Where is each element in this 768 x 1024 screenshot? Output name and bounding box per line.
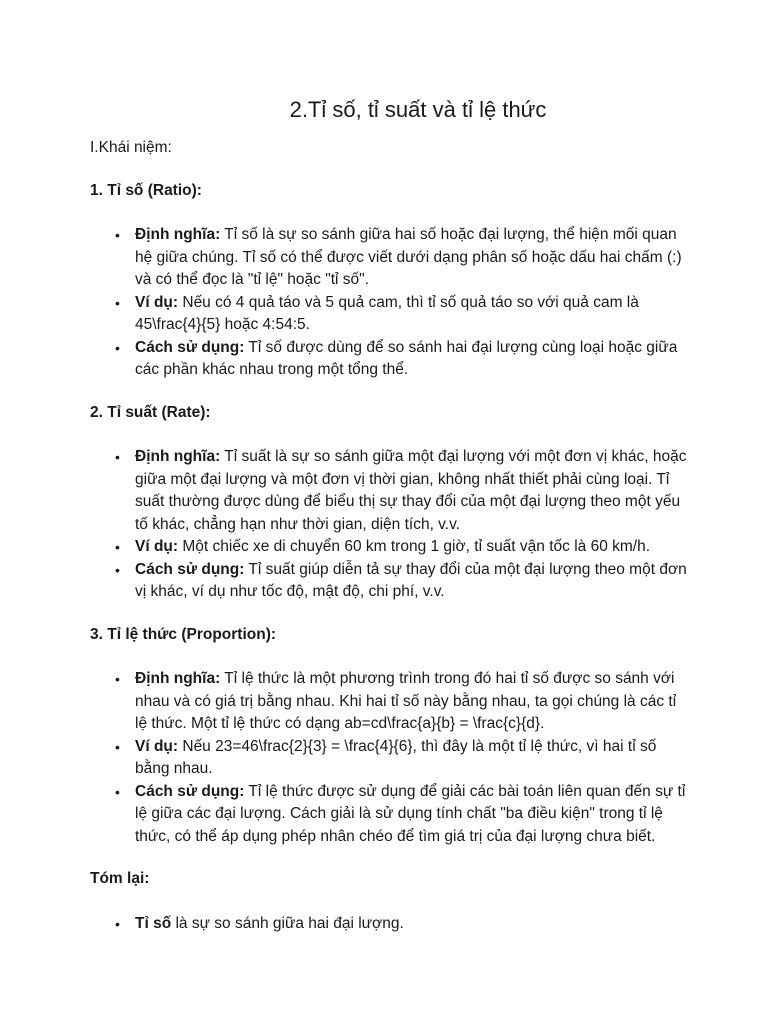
section-heading-summary: Tóm lại:: [90, 870, 150, 887]
list-proportion: [90, 668, 690, 848]
list-item: [90, 781, 690, 849]
item-text: Tỉ số là sự so sánh giữa hai số hoặc đại lượng, thể hiện mối quan hệ giữa chúng. Tỉ số có thể được viết dưới dạng phân số hoặc dấu hai chấm (:) và có thể đọc là "tỉ lệ" hoặc "tỉ số".: [135, 226, 682, 288]
list-item: [90, 559, 690, 604]
item-text: Một chiếc xe di chuyển 60 km trong 1 giờ, tỉ suất vận tốc là 60 km/h.: [178, 538, 651, 555]
section-heading-ratio: 1. Tỉ số (Ratio):: [90, 181, 202, 199]
item-term: Cách sử dụng:: [135, 782, 245, 800]
item-term: Cách sử dụng:: [135, 338, 245, 356]
item-term: Định nghĩa:: [135, 670, 221, 687]
list-item: [90, 337, 690, 382]
bullet-icon: •: [115, 449, 120, 465]
item-term: Tỉ số: [135, 914, 172, 932]
item-text: Nếu có 4 quả táo và 5 quả cam, thì tỉ số quả táo so với quả cam là 45\frac{4}{5} hoặc 4:54:5.: [135, 293, 639, 333]
bullet-icon: •: [115, 561, 120, 578]
item-text: Nếu 23=46\frac{2}{3} = \frac{4}{6}, thì đây là một tỉ lệ thức, vì hai tỉ số bằng nhau.: [135, 737, 657, 777]
item-term: Định nghĩa:: [135, 448, 221, 465]
list-item: [90, 536, 690, 559]
list-item: [90, 668, 690, 736]
item-text: là sự so sánh giữa hai đại lượng.: [171, 914, 404, 932]
item-text: Tỉ số được dùng để so sánh hai đại lượng cùng loại hoặc giữa các phần khác nhau trong một tổng thể.: [135, 338, 678, 378]
list-item: [90, 224, 690, 292]
item-text: Tỉ suất là sự so sánh giữa một đại lượng với một đơn vị khác, hoặc giữa một đại lượng và một đơn vị thời gian, không nhất thiết phải cùng loại. Tỉ suất thường được dùng để biểu thị sự thay đổi của một đại lượng theo một yếu tố khác, chẳng hạn như thời gian, diện tích, v.v.: [135, 448, 687, 533]
bullet-icon: •: [115, 227, 120, 243]
bullet-icon: •: [115, 339, 120, 356]
item-text: Tỉ lệ thức là một phương trình trong đó hai tỉ số được so sánh với nhau và có giá trị bằng nhau. Khi hai tỉ số này bằng nhau, ta gọi chúng là các tỉ lệ thức. Một tỉ lệ thức có dạng ab=cd\frac{a}{b} = \frac{c}{d}.: [135, 670, 677, 732]
bullet-icon: •: [115, 294, 120, 311]
section-heading-proportion: 3. Tỉ lệ thức (Proportion):: [90, 625, 277, 643]
list-ratio: [90, 224, 690, 382]
bullet-icon: •: [115, 671, 120, 687]
bullet-icon: •: [115, 738, 120, 755]
item-term: Ví dụ:: [135, 737, 179, 755]
section-heading-rate: 2. Tỉ suất (Rate):: [90, 403, 211, 421]
item-term: Ví dụ:: [135, 293, 179, 311]
page-title: 2.Tỉ số, tỉ suất và tỉ lệ thức: [289, 97, 547, 122]
intro-text: I.Khái niệm:: [90, 139, 172, 156]
item-text: Tỉ suất giúp diễn tả sự thay đổi của một đại lượng theo một đơn vị khác, ví dụ như tốc độ, mật độ, chi phí, v.v.: [135, 560, 687, 600]
list-item: [90, 736, 690, 781]
list-item: [90, 292, 690, 337]
list-summary: [90, 913, 690, 936]
item-text: Tỉ lệ thức được sử dụng để giải các bài toán liên quan đến sự tỉ lệ giữa các đại lượng. Cách giải là sử dụng tính chất "ba điều kiện" trong tỉ lệ thức, có thể áp dụng phép nhân chéo để tìm giá trị của đại lượng chưa biết.: [135, 782, 686, 845]
item-term: Cách sử dụng:: [135, 560, 245, 578]
bullet-icon: •: [115, 783, 120, 800]
document-body: [90, 137, 690, 955]
list-item: [90, 446, 690, 536]
list-item: [90, 913, 690, 936]
item-term: Ví dụ:: [135, 538, 179, 555]
bullet-icon: •: [115, 539, 120, 555]
list-rate: [90, 446, 690, 604]
item-term: Định nghĩa:: [135, 226, 221, 243]
bullet-icon: •: [115, 915, 120, 932]
